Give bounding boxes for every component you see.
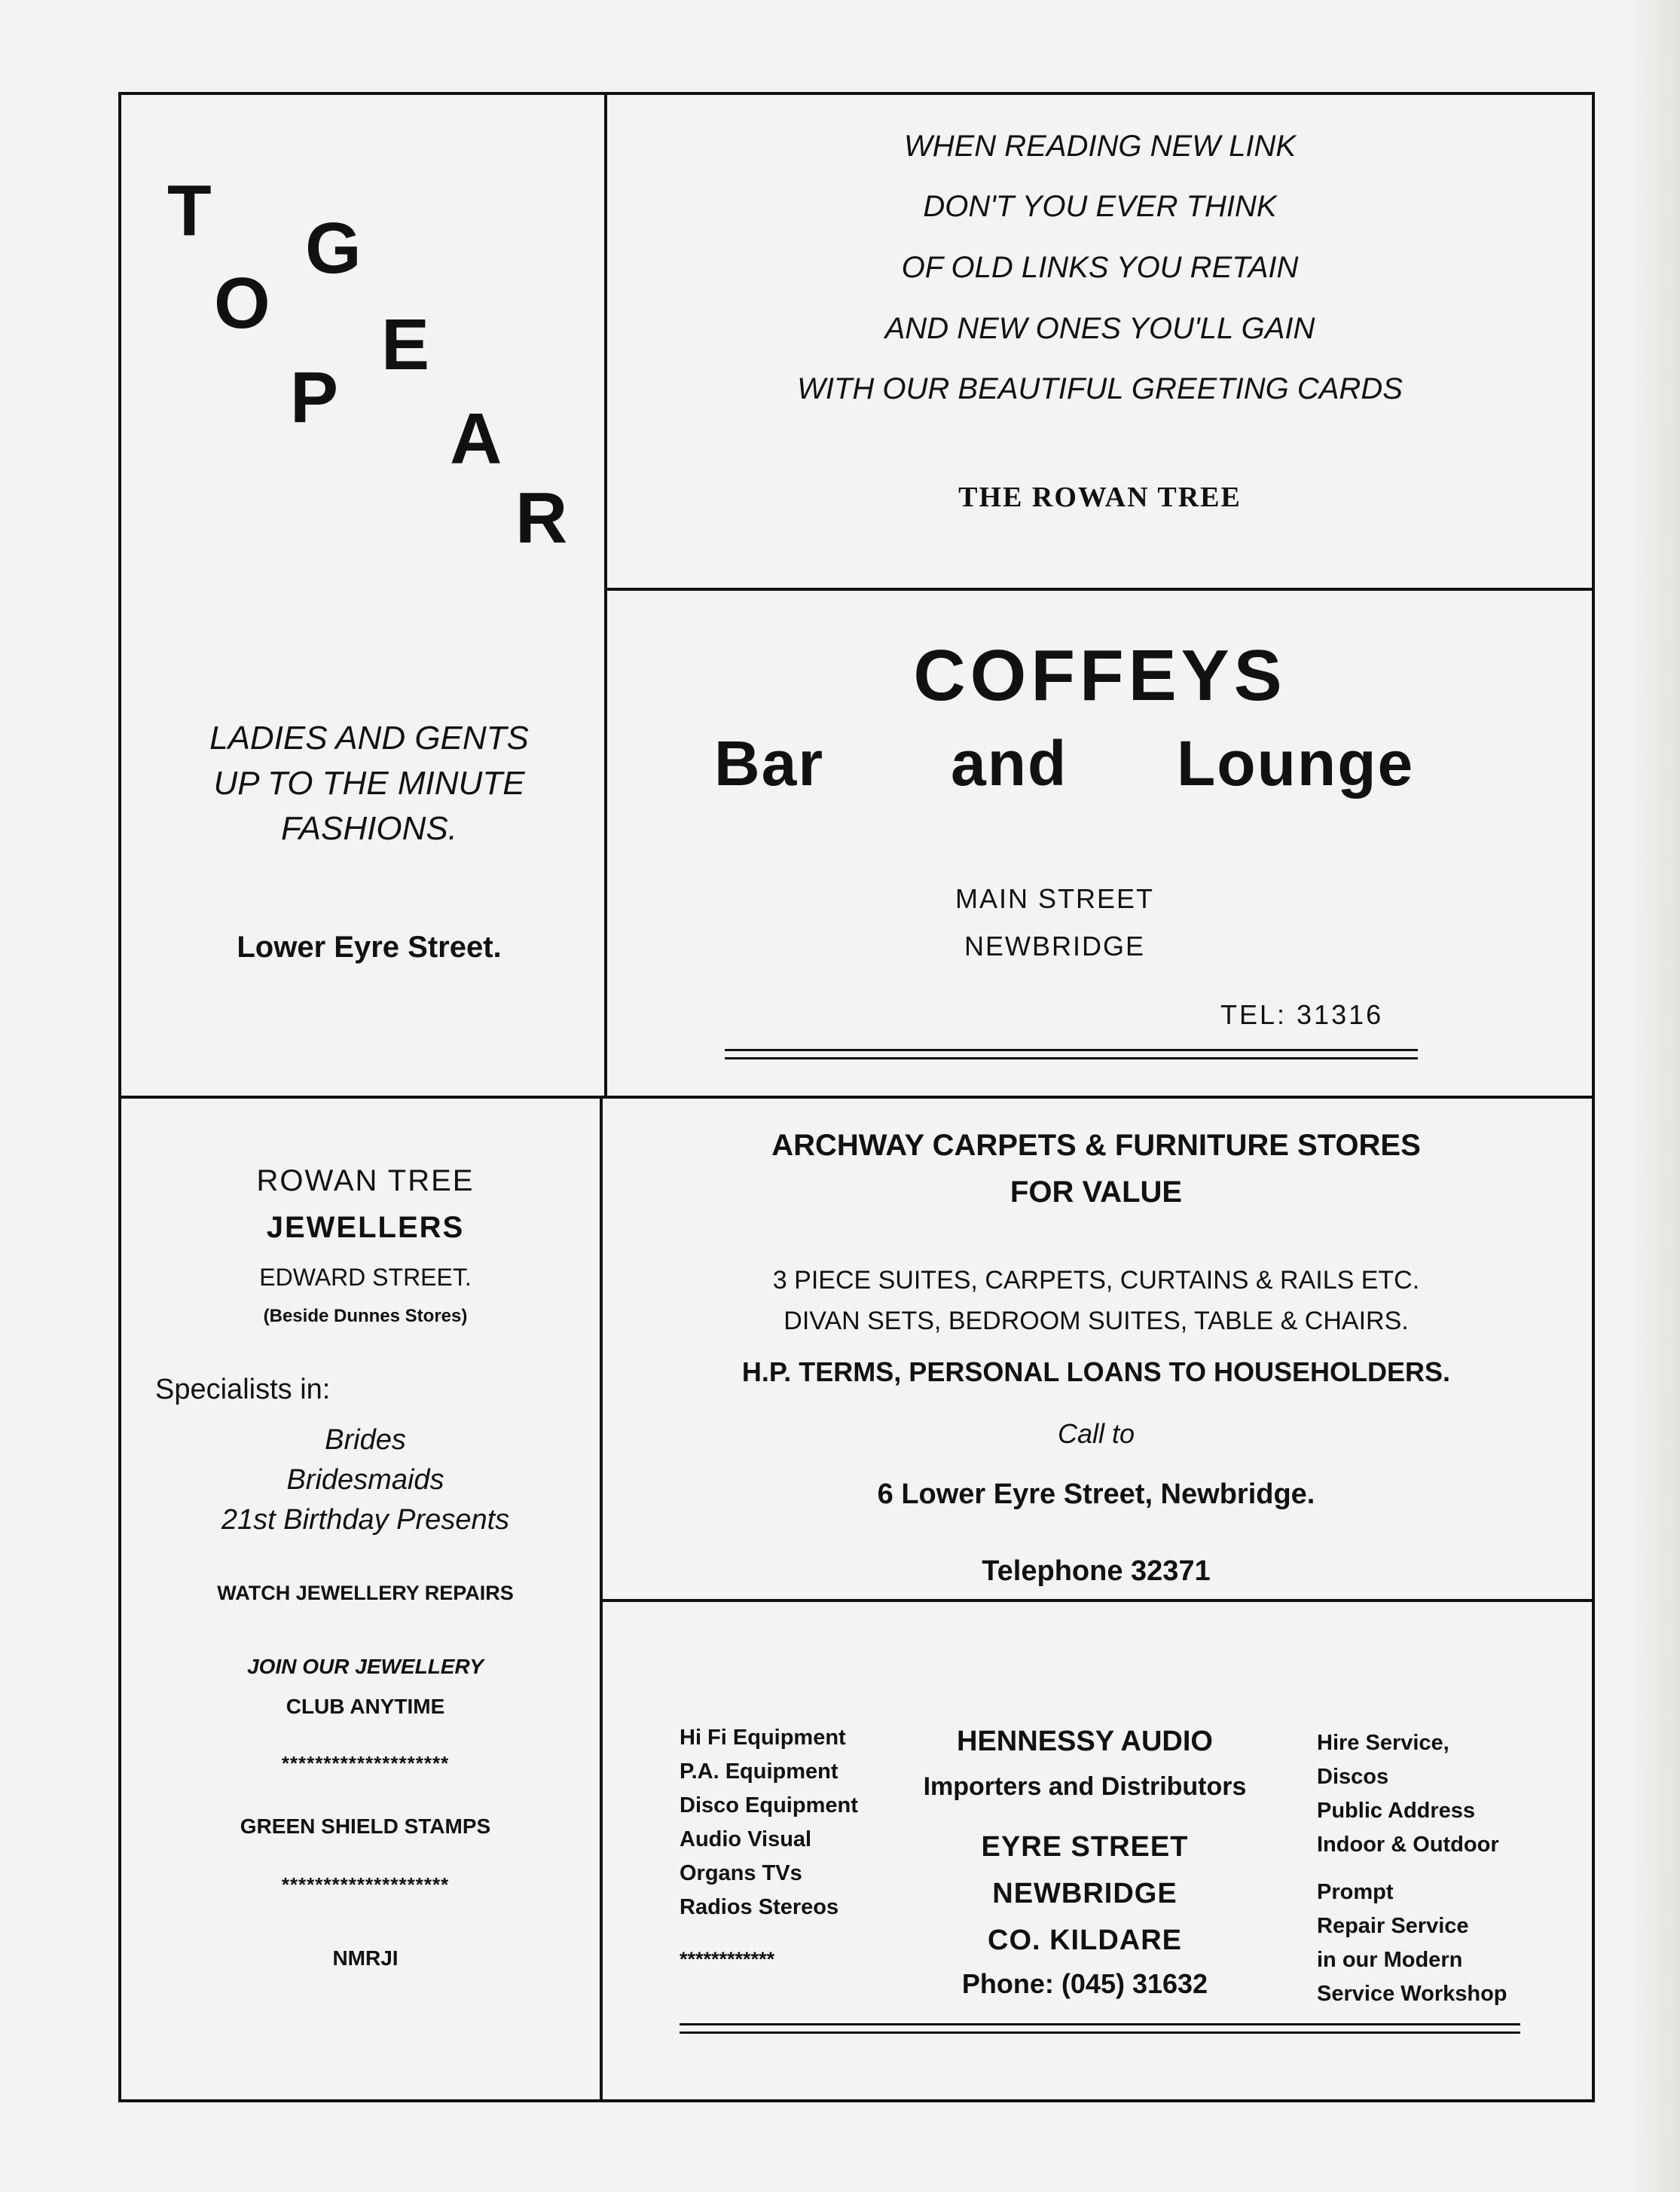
hennessy-right-2: Discos xyxy=(1317,1765,1389,1789)
hennessy-phone: Phone: (045) 31632 xyxy=(961,1968,1208,1999)
hennessy-right-3: Public Address xyxy=(1317,1799,1476,1823)
cards-shop-name: THE ROWAN TREE xyxy=(958,482,1242,513)
jewellers-item-bridesmaids: Bridesmaids xyxy=(286,1464,444,1496)
jewellers-code: NMRJI xyxy=(332,1946,399,1970)
hennessy-left-2: P.A. Equipment xyxy=(680,1759,838,1784)
hennessy-right-4: Indoor & Outdoor xyxy=(1317,1833,1499,1857)
hennessy-left-3: Disco Equipment xyxy=(680,1793,858,1817)
archway-line-1: 3 PIECE SUITES, CARPETS, CURTAINS & RAILS ETC. xyxy=(772,1266,1420,1295)
togear-letter-r: R xyxy=(515,478,568,558)
jewellers-stamps: GREEN SHIELD STAMPS xyxy=(240,1814,491,1838)
hennessy-right-5: Prompt xyxy=(1317,1880,1394,1904)
hennessy-addr-1: EYRE STREET xyxy=(981,1831,1189,1863)
togear-letter-p: P xyxy=(290,357,339,438)
jewellers-club-2: CLUB ANYTIME xyxy=(286,1695,445,1718)
jewellers-specialists: Specialists in: xyxy=(155,1374,331,1405)
coffeys-name: COFFEYS xyxy=(913,635,1287,716)
divider-top-vertical xyxy=(604,92,607,1096)
togear-letter-a: A xyxy=(450,399,502,479)
hennessy-left-4: Audio Visual xyxy=(680,1827,812,1851)
coffeys-sub-and: and xyxy=(951,728,1068,799)
archway-address: 6 Lower Eyre Street, Newbridge. xyxy=(877,1478,1315,1510)
hennessy-right-7: in our Modern xyxy=(1317,1948,1463,1972)
archway-title-1: ARCHWAY CARPETS & FURNITURE STORES xyxy=(771,1129,1421,1162)
jewellers-stars-1: ******************** xyxy=(281,1752,450,1775)
hennessy-double-rule xyxy=(680,2023,1520,2034)
togear-letter-g: G xyxy=(305,208,362,289)
jewellers-item-brides: Brides xyxy=(325,1424,406,1456)
jewellers-club-1: JOIN OUR JEWELLERY xyxy=(247,1655,484,1678)
cards-verse-2: DON'T YOU EVER THINK xyxy=(923,190,1277,223)
togear-letter-t: T xyxy=(167,170,212,251)
cards-verse-5: WITH OUR BEAUTIFUL GREETING CARDS xyxy=(797,372,1403,405)
jewellers-item-birthday: 21st Birthday Presents xyxy=(221,1504,510,1536)
coffeys-tel: TEL: 31316 xyxy=(1220,999,1384,1030)
archway-call: Call to xyxy=(1057,1418,1135,1449)
divider-middle xyxy=(118,1096,1595,1099)
hennessy-addr-3: CO. KILDARE xyxy=(988,1924,1182,1956)
coffeys-sub-lounge: Lounge xyxy=(1177,728,1415,799)
hennessy-right-8: Service Workshop xyxy=(1317,1982,1507,2006)
cards-verse-3: OF OLD LINKS YOU RETAIN xyxy=(901,251,1299,284)
hennessy-left-stars: ************ xyxy=(680,1948,775,1970)
cards-verse-4: AND NEW ONES YOU'LL GAIN xyxy=(884,312,1315,345)
hennessy-left-1: Hi Fi Equipment xyxy=(680,1726,846,1750)
jewellers-stars-2: ******************** xyxy=(281,1873,450,1896)
coffeys-sub-bar: Bar xyxy=(714,728,825,799)
hennessy-sub: Importers and Distributors xyxy=(923,1772,1247,1801)
divider-archway-hennessy xyxy=(601,1599,1595,1602)
archway-terms: H.P. TERMS, PERSONAL LOANS TO HOUSEHOLDERS. xyxy=(741,1356,1451,1387)
jewellers-repairs: WATCH JEWELLERY REPAIRS xyxy=(217,1582,514,1604)
cards-verse-1: WHEN READING NEW LINK xyxy=(903,130,1297,163)
coffeys-double-rule xyxy=(725,1049,1418,1059)
hennessy-right-1: Hire Service, xyxy=(1317,1731,1449,1755)
divider-rowan-coffeys xyxy=(604,588,1595,591)
hennessy-addr-2: NEWBRIDGE xyxy=(992,1878,1178,1909)
hennessy-left-5: Organs TVs xyxy=(680,1861,802,1885)
archway-line-2: DIVAN SETS, BEDROOM SUITES, TABLE & CHAIRS. xyxy=(783,1307,1409,1335)
togear-tagline-1: LADIES AND GENTS xyxy=(209,720,529,757)
togear-tagline-2: UP TO THE MINUTE xyxy=(213,765,525,802)
hennessy-right-6: Repair Service xyxy=(1317,1914,1469,1938)
coffeys-town: NEWBRIDGE xyxy=(964,931,1145,961)
jewellers-name-2: JEWELLERS xyxy=(266,1211,465,1244)
coffeys-street: MAIN STREET xyxy=(955,883,1154,914)
hennessy-left-6: Radios Stereos xyxy=(680,1895,839,1919)
togear-tagline-3: FASHIONS. xyxy=(281,810,457,847)
archway-title-2: FOR VALUE xyxy=(1010,1175,1183,1209)
archway-phone: Telephone 32371 xyxy=(982,1555,1211,1587)
togear-letter-o: O xyxy=(214,263,270,344)
jewellers-name-1: ROWAN TREE xyxy=(256,1164,475,1197)
hennessy-name: HENNESSY AUDIO xyxy=(957,1726,1213,1757)
togear-address: Lower Eyre Street. xyxy=(237,931,502,964)
togear-letter-e: E xyxy=(381,304,430,385)
jewellers-street: EDWARD STREET. xyxy=(259,1264,472,1291)
jewellers-note: (Beside Dunnes Stores) xyxy=(263,1306,468,1326)
page-edge-shadow xyxy=(1627,0,1680,2192)
